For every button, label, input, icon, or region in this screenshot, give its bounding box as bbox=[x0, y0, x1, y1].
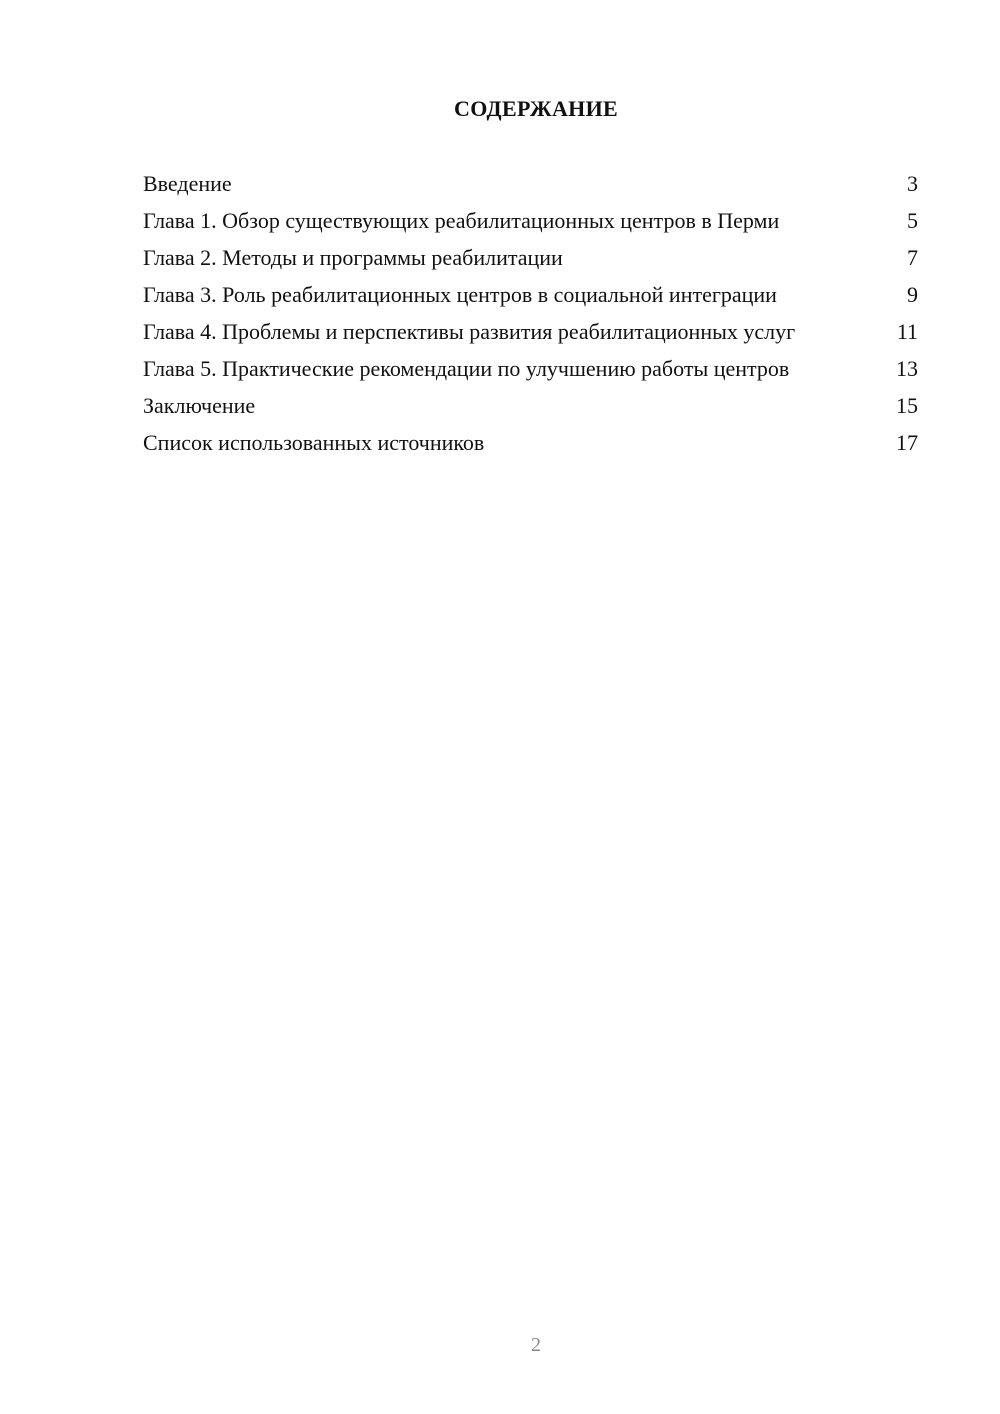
page-number: 2 bbox=[531, 1334, 541, 1356]
toc-entry-page: 9 bbox=[907, 282, 918, 307]
toc-entry-page: 5 bbox=[907, 208, 918, 233]
toc-entry-title: Глава 4. Проблемы и перспективы развития реабилитационных услуг bbox=[143, 319, 796, 344]
toc-entry-title: Список использованных источников bbox=[143, 430, 485, 455]
toc-entry-chapter-3 bbox=[143, 281, 918, 308]
toc-entry-title: Глава 5. Практические рекомендации по улучшению работы центров bbox=[143, 356, 790, 381]
toc-entry-references bbox=[143, 429, 918, 456]
toc-entry-page: 13 bbox=[896, 356, 918, 381]
toc-entry-title: Заключение bbox=[143, 393, 256, 418]
toc-entry-conclusion bbox=[143, 392, 918, 419]
toc-entry-chapter-4 bbox=[143, 318, 918, 345]
toc-entry-title: Глава 1. Обзор существующих реабилитационных центров в Перми bbox=[143, 208, 780, 233]
toc-entry-page: 15 bbox=[896, 393, 918, 418]
toc-entry-page: 3 bbox=[907, 171, 918, 196]
toc-entry-title: Глава 2. Методы и программы реабилитации bbox=[143, 245, 563, 270]
table-of-contents bbox=[143, 170, 918, 466]
page-title: СОДЕРЖАНИЕ bbox=[454, 96, 618, 121]
toc-entry-title: Глава 3. Роль реабилитационных центров в социальной интеграции bbox=[143, 282, 777, 307]
toc-entry-chapter-5 bbox=[143, 355, 918, 382]
toc-entry-chapter-2 bbox=[143, 244, 918, 271]
toc-entry-page: 17 bbox=[896, 430, 918, 455]
toc-entry-page: 11 bbox=[896, 319, 918, 344]
toc-entry-chapter-1 bbox=[143, 207, 918, 234]
toc-entry-introduction bbox=[143, 170, 918, 197]
toc-entry-title: Введение bbox=[143, 171, 232, 196]
toc-entry-page: 7 bbox=[907, 245, 918, 270]
